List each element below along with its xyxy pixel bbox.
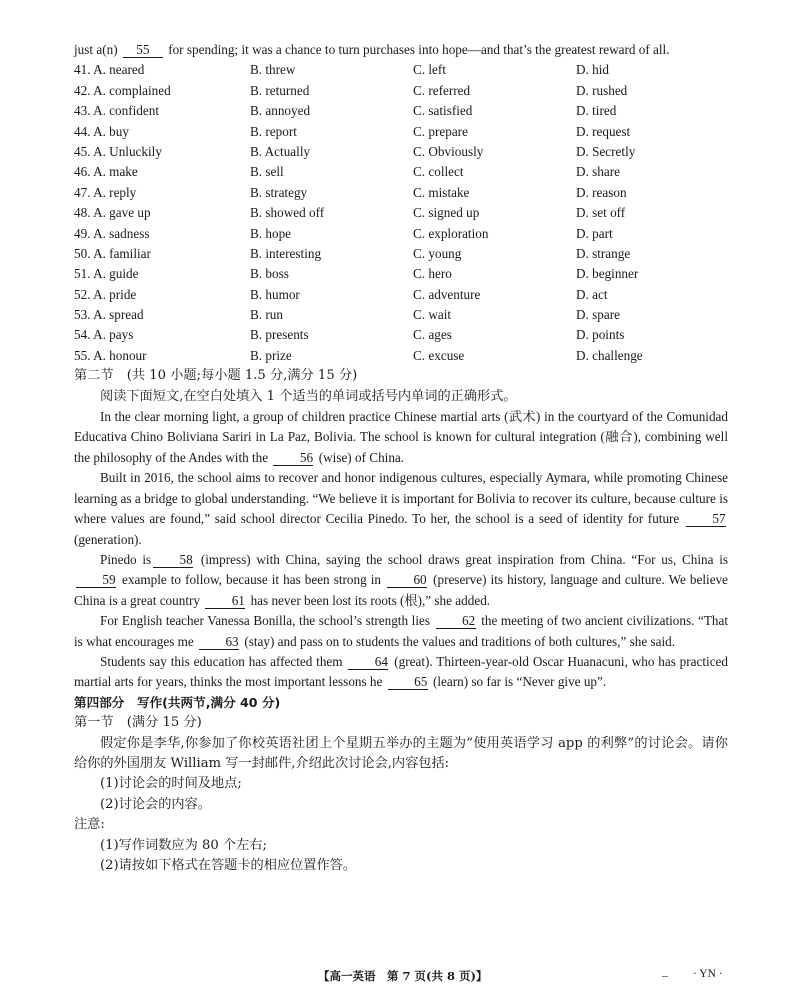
passage-continuation: just a(n) 55 for spending; it was a chance to turn purchases into hope—and that’s the greatest reward of all. xyxy=(74,42,670,57)
option-row-47: 47. A. reply B. strategy C. mistake D. reason xyxy=(74,184,627,200)
section2-instruction: 阅读下面短文,在空白处填入 1 个适当的单词或括号内单词的正确形式。 xyxy=(100,388,517,404)
blank-55: 55 xyxy=(123,42,163,58)
part4-subheading: 第一节 (满分 15 分) xyxy=(74,715,202,731)
option-row-41: 41. A. neared B. threw C. left D. hid xyxy=(74,62,609,78)
footer-dash: _ xyxy=(662,966,668,978)
blank-64: 64 xyxy=(348,654,388,670)
prompt-item-1: (1)讨论会的时间及地点; xyxy=(100,776,242,792)
blank-60: 60 xyxy=(387,572,427,588)
blank-57: 57 xyxy=(686,511,726,527)
option-row-42: 42. A. complained B. returned C. referred D. rushed xyxy=(74,82,628,98)
option-row-44: 44. A. buy B. report C. prepare D. request xyxy=(74,123,631,139)
blank-58: 58 xyxy=(153,552,193,568)
blank-59: 59 xyxy=(76,572,116,588)
part4-heading: 第四部分 写作(共两节,满分 40 分) xyxy=(74,694,281,710)
blank-56: 56 xyxy=(273,450,313,466)
notes-label: 注意: xyxy=(74,817,105,833)
options-list xyxy=(74,60,728,366)
prompt-item-2: (2)讨论会的内容。 xyxy=(100,796,211,812)
blank-62: 62 xyxy=(436,613,476,629)
option-row-45: 45. A. Unluckily B. Actually C. Obviously D. Secretly xyxy=(74,143,636,159)
passage-paragraph-4: For English teacher Vanessa Bonilla, the school’s strength lies 62 the meeting of two ancient civilizations. “That is what encourages me 63 (stay) and pass on to students the values and traditions of both cultures,” she said. xyxy=(74,613,729,649)
option-row-52: 52. A. pride B. humor C. adventure D. act xyxy=(74,286,608,302)
option-row-51: 51. A. guide B. boss C. hero D. beginner xyxy=(74,266,639,282)
blank-65: 65 xyxy=(388,674,428,690)
passage-paragraph-1: In the clear morning light, a group of children practice Chinese martial arts (武术) in the courtyard of the Comunidad Educativa Chino Boliviana Sariri in La Paz, Bolivia. The school is known for cultural integration (融合), combining well the philosophy of the Andes with the 56 (wise) of China. xyxy=(74,409,728,465)
option-row-50: 50. A. familiar B. interesting C. young D. strange xyxy=(74,245,631,261)
note-item-1: (1)写作词数应为 80 个左右; xyxy=(100,837,267,853)
note-item-2: (2)请按如下格式在答题卡的相应位置作答。 xyxy=(100,858,357,874)
page-number-label: 【高一英语 第 7 页(共 8 页)】 xyxy=(318,969,488,983)
blank-63: 63 xyxy=(199,634,239,650)
option-row-49: 49. A. sadness B. hope C. exploration D. part xyxy=(74,225,613,241)
exam-code: · YN · xyxy=(693,968,723,980)
blank-61: 61 xyxy=(205,593,245,609)
option-row-55: 55. A. honour B. prize C. excuse D. challenge xyxy=(74,347,643,363)
option-row-53: 53. A. spread B. run C. wait D. spare xyxy=(74,307,620,323)
option-row-48: 48. A. gave up B. showed off C. signed up D. set off xyxy=(74,205,626,221)
exam-page xyxy=(74,40,728,876)
passage-paragraph-2: Built in 2016, the school aims to recover and honor indigenous cultures, especially Aymara, while promoting Chinese learning as a bridge to global understanding. “We believe it is important for Bolivia to recover its culture, because culture is where values are found,” said school director Cecilia Pinedo. To her, the school is a seed of identity for future 57 (generation). xyxy=(74,470,728,547)
writing-prompt: 假定你是李华,你参加了你校英语社团上个星期五举办的主题为“使用英语学习 app 的利弊”的讨论会。请你给你的外国朋友 William 写一封邮件,介绍此次讨论会,内容包括: xyxy=(74,735,728,771)
passage-paragraph-3: Pinedo is 58 (impress) with China, saying the school draws great inspiration from China. “For us, China is 59 example to follow, because it has been strong in 60 (preserve) its history, language and culture. We believe China is a great country 61 has never been lost its roots (根),” she added. xyxy=(74,551,729,608)
option-row-46: 46. A. make B. sell C. collect D. share xyxy=(74,164,620,180)
section2-heading: 第二节 (共 10 小题;每小题 1.5 分,满分 15 分) xyxy=(74,368,358,384)
passage-paragraph-5: Students say this education has affected them 64 (great). Thirteen-year-old Oscar Huanacuni, who has practiced martial arts for years, thinks the most important lessons he 65 (learn) so far is “Never give up”. xyxy=(74,653,728,690)
option-row-54: 54. A. pays B. presents C. ages D. points xyxy=(74,327,625,343)
option-row-43: 43. A. confident B. annoyed C. satisfied D. tired xyxy=(74,103,617,119)
page-footer xyxy=(0,968,800,988)
